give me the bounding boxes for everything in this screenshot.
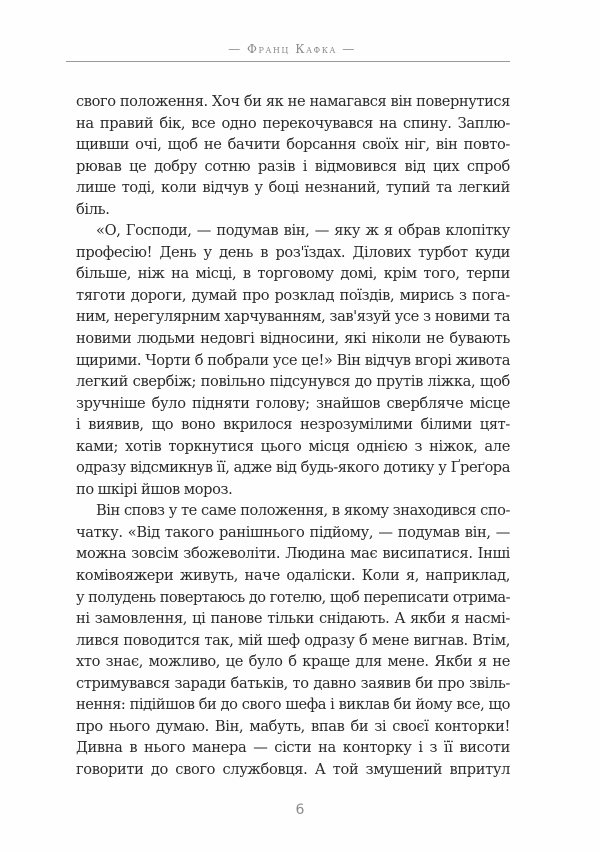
text-line: ним, нерегулярним харчуванням, зав'язуй усе з новими та [76, 308, 510, 326]
paragraph [76, 220, 510, 500]
text-line: по шкірі йшов мороз. [76, 480, 233, 498]
paragraph [76, 500, 510, 780]
text-line: хто знає, можливо, це було б краще для мене. Якби я не [76, 653, 510, 671]
text-line: ками; хотів торкнутися цього місця однією з ніжок, але [76, 437, 510, 455]
paragraph [76, 91, 510, 220]
text-line: Він сповз у те саме положення, в якому знаходився спо- [96, 502, 510, 520]
text-line: Дивна в нього манера — сісти на конторку і з її висоти [76, 739, 510, 757]
text-line: комівояжери живуть, наче одаліски. Коли я, наприклад, [76, 567, 510, 585]
page-number: 6 [295, 802, 305, 818]
text-line: лише тоді, коли відчув у боці незнаний, тупий та легкий [76, 179, 510, 197]
text-line: говорити до свого службовця. А той змушений впритул [76, 760, 510, 778]
text-line: «О, Господи, — подумав він, — яку ж я обрав клопітку [96, 222, 510, 240]
text-line: зручніше було підняти голову; знайшов сверблячe місце [76, 394, 510, 412]
text-line: свого положення. Хоч би як не намагався він повернутися [76, 93, 510, 110]
text-line: стримувався заради батьків, то давно заявив би про звіль- [76, 674, 510, 692]
text-line: про нього думаю. Він, мабуть, впав би зі своєї конторки! [76, 717, 510, 735]
text-line: рював це добру сотню разів і відмовився від цих спроб [76, 157, 510, 175]
text-line: новими людьми недовгі відносини, які ніколи не бувають [76, 330, 510, 348]
text-line: більше, ніж на місці, в торговому домі, крім того, терпи [76, 265, 510, 283]
text-line: лився поводится так, мій шеф одразу б мене вигнав. Втім, [76, 631, 510, 649]
text-line: на правий бік, все одно перекочувався на спину. Заплю- [76, 114, 510, 132]
running-head: — Франц Кафка — [228, 42, 356, 56]
text-line: щирими. Чорти б побрали усе це!» Він відчув вгорі живота [76, 351, 510, 369]
text-line: тяготи дороги, думай про розклад поїздів, мирись з пога- [76, 286, 510, 304]
text-line: ні замовлення, ці панове тільки снідають. А якби я насмі- [76, 610, 510, 628]
text-line: одразу відсмикнув її, адже від будь-якого дотику у Ґреґора [76, 459, 510, 477]
text-line: чатку. «Від такого ранішнього підйому, — подумав він, — [76, 523, 510, 541]
text-line: щивши очі, щоб не бачити борсання своїх ніг, він повто- [76, 136, 510, 154]
text-line: біль. [76, 200, 110, 218]
text-line: нення: підійшов би до свого шефа і виклав би йому все, що [76, 696, 510, 714]
text-line: легкий свербіж; повільно підсунувся до прутів ліжка, щоб [76, 373, 510, 391]
text-line: у полудень повертаюсь до готелю, щоб переписати отрима- [76, 588, 510, 606]
header-rule [66, 61, 510, 62]
body-text [76, 91, 510, 781]
text-line: і виявив, що воно вкрилося незрозумілими білими цят- [76, 416, 510, 434]
text-line: професію! День у день в роз'їздах. Ділових турбот куди [76, 243, 510, 261]
text-line: можна зовсім збожеволіти. Людина має висипатися. Інші [76, 545, 510, 563]
